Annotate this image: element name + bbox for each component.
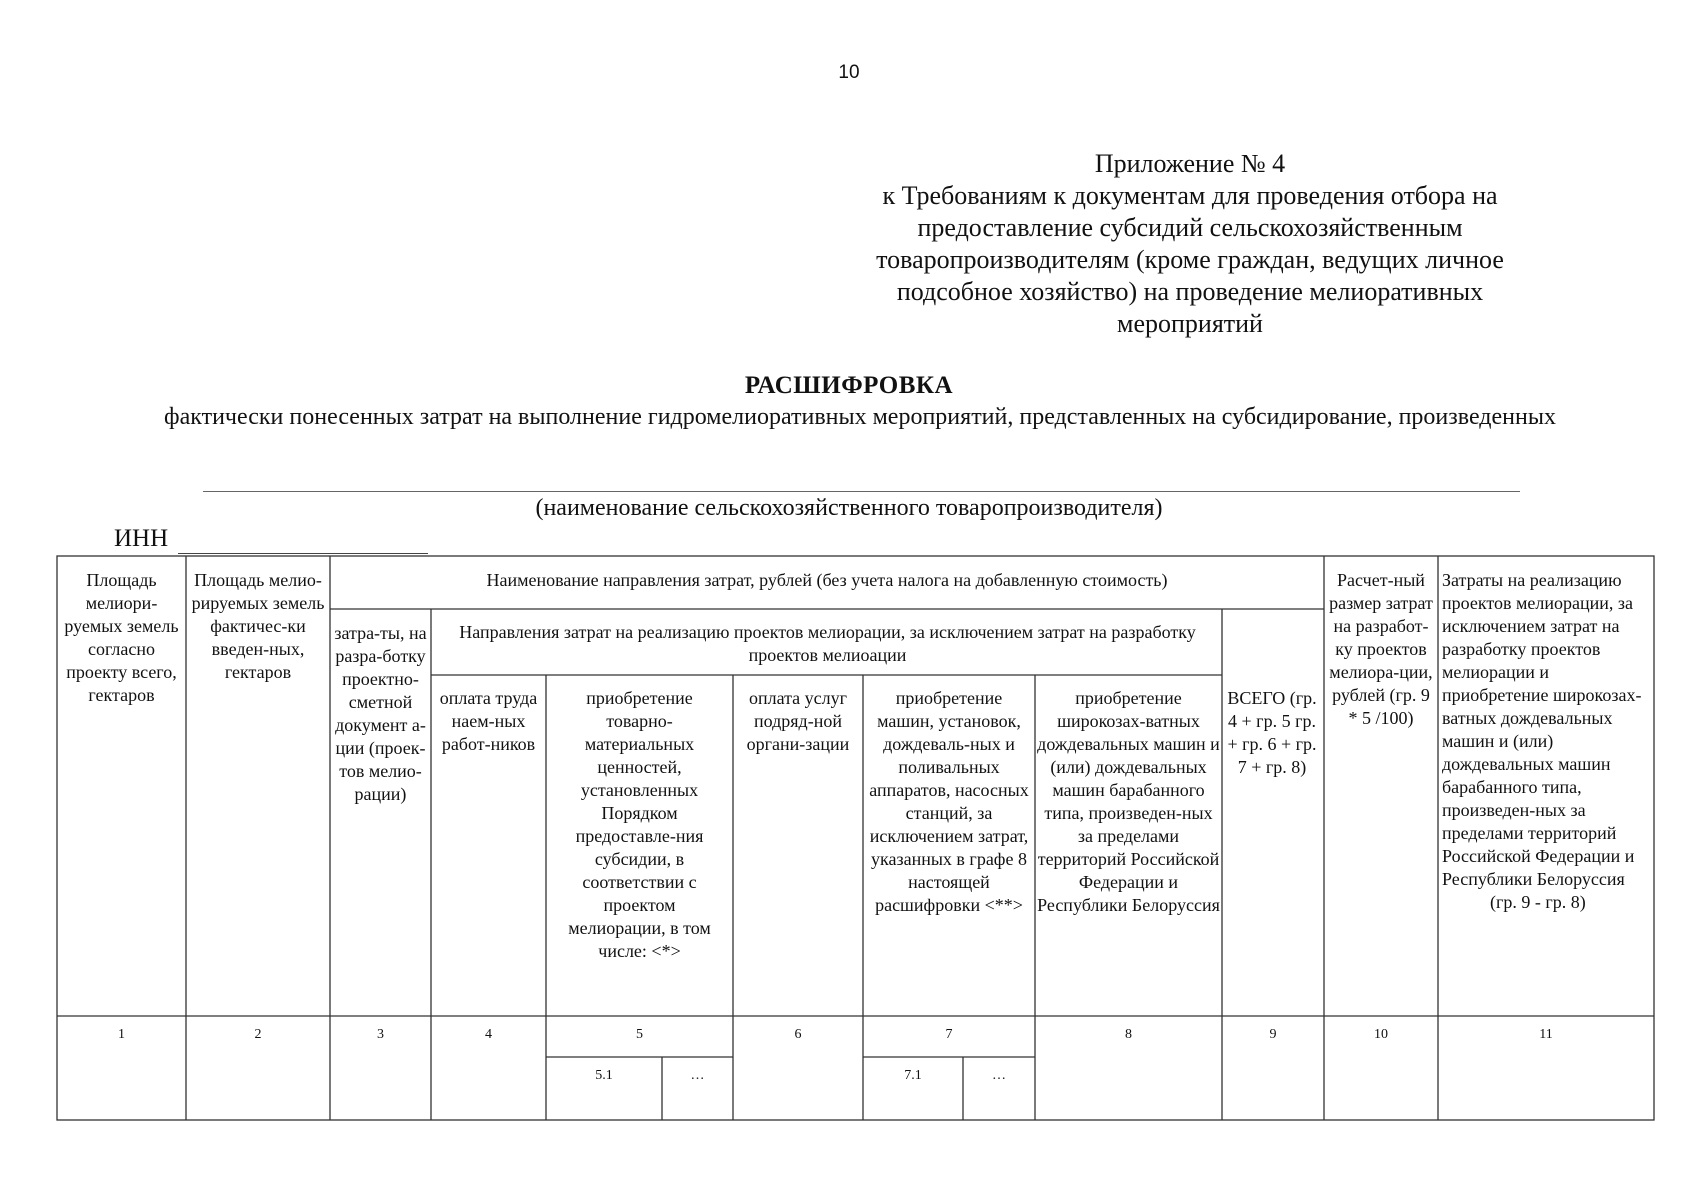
header-cell-col2: Площадь мелио-рируемых земель фактичес-ки введен-ных, гектаров	[191, 570, 325, 682]
inn-label: ИНН	[114, 525, 169, 552]
header-subgroup-implementation: Направления затрат на реализацию проектов мелиорации, за исключением затрат на разработку проектов мелиоации	[459, 622, 1196, 665]
header-group-cost-directions: Наименование направления затрат, рублей (без учета налога на добавленную стоимость)	[486, 570, 1168, 590]
header-cell-col10: Расчет-ный размер затрат на разработ-ку проектов мелиора-ции, рублей (гр. 9 * 5 /100)	[1329, 570, 1433, 728]
annex-line: мероприятий	[1117, 309, 1263, 338]
header-cell-col4: оплата труда наем-ных работ-ников	[439, 688, 538, 754]
annex-line: Приложение № 4	[1094, 149, 1286, 178]
header-cell-col7: приобретение машин, установок, дождеваль-ных и поливальных аппаратов, насосных станций, за исключением затрат, указанных в графе 8 настоящей расшифровки <**>	[869, 688, 1029, 915]
sub-column-number: …	[992, 1068, 1006, 1083]
document-subtitle: фактически понесенных затрат на выполнение гидромелиоративных мероприятий, представленных на субсидирование, произведенных	[164, 404, 1556, 430]
header-cell-col9: ВСЕГО (гр. 4 + гр. 5 гр. + гр. 6 + гр. 7 + гр. 8)	[1227, 688, 1317, 777]
sub-column-number: 7.1	[904, 1068, 922, 1083]
column-number: 8	[1125, 1027, 1132, 1042]
header-cell-col3: затра-ты, на разра-ботку проектно-сметной документ а-ции (проек-тов мелио-рации)	[334, 623, 427, 804]
header-cell-col5: приобретение товарно-материальных ценностей, установленных Порядком предоставле-ния субсидии, в соответствии с проектом мелиорации, в том числе: <*>	[568, 688, 711, 961]
header-cell-col8: приобретение широкозах-ватных дождевальных машин и (или) дождевальных машин барабанного типа, произведен-ных за пределами территорий Российской Федерации и Республики Белоруссия	[1037, 688, 1220, 915]
column-number: 11	[1539, 1027, 1553, 1042]
annex-line: к Требованиям к документам для проведения отбора на	[882, 181, 1498, 210]
sub-column-number: …	[690, 1068, 705, 1083]
document-title: РАСШИФРОВКА	[744, 372, 954, 399]
page-number: 10	[838, 62, 860, 83]
column-number: 9	[1269, 1027, 1277, 1042]
sub-column-number: 5.1	[595, 1068, 613, 1083]
col11-formula: (гр. 9 - гр. 8)	[1490, 892, 1586, 912]
annex-line: товаропроизводителям (кроме граждан, ведущих личное	[876, 245, 1504, 274]
column-number: 5	[636, 1027, 643, 1042]
column-number: 3	[377, 1027, 384, 1042]
column-number: 7	[945, 1027, 953, 1042]
producer-name-caption: (наименование сельскохозяйственного товаропроизводителя)	[535, 495, 1163, 521]
header-cell-col1: Площадь мелиори-руемых земель согласно проекту всего, гектаров	[64, 570, 179, 705]
column-number: 2	[254, 1027, 262, 1042]
column-number: 4	[485, 1027, 492, 1042]
annex-line: предоставление субсидий сельскохозяйственным	[917, 213, 1463, 242]
annex-line: подсобное хозяйство) на проведение мелиоративных	[896, 277, 1484, 306]
header-cell-col11	[1442, 569, 1650, 914]
column-number: 10	[1374, 1027, 1388, 1042]
col11-text: Затраты на реализацию проектов мелиорации, за исключением затрат на разработку проектов мелиорации и приобретение широкозах-ватных дождевальных машин и (или) дождевальных машин барабанного типа, произведен-ных за пределами территорий Российской Федерации и Республики Белоруссия	[1442, 570, 1642, 889]
header-cell-col6: оплата услуг подряд-ной органи-зации	[746, 688, 850, 754]
column-number: 6	[794, 1027, 802, 1042]
column-number: 1	[118, 1027, 125, 1042]
